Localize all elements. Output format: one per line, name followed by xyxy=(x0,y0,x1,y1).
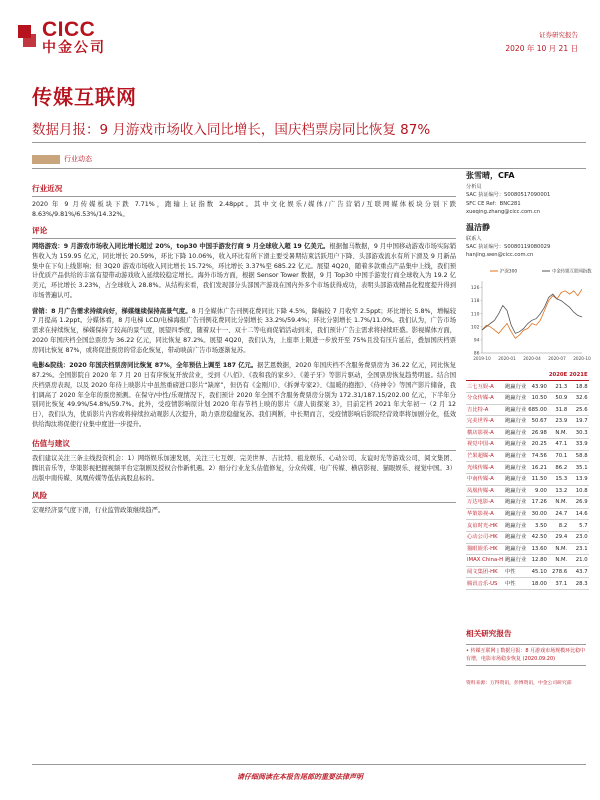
title-divider xyxy=(32,142,586,143)
table-cell: 43.7 xyxy=(568,566,588,578)
table-cell: 35.1 xyxy=(568,462,588,474)
comment-cinema xyxy=(32,361,456,429)
table-row xyxy=(466,555,589,567)
table-row xyxy=(466,381,589,393)
table-cell: 24.7 xyxy=(548,508,568,520)
table-row xyxy=(466,485,589,497)
tag-bar xyxy=(32,155,60,164)
analyst-email: hanjing.wen@cicc.com.cn xyxy=(466,252,534,259)
analyst-email: xueqing.zhang@cicc.com.cn xyxy=(466,208,540,215)
side-column xyxy=(466,170,592,590)
table-cell: 37.1 xyxy=(548,578,568,590)
y-tick-label: 126 xyxy=(470,286,480,292)
table-cell: 3.50 xyxy=(527,520,548,532)
table-row xyxy=(466,416,589,428)
table-cell: 华策影视-A xyxy=(466,508,504,520)
table-cell: 跑赢行业 xyxy=(504,497,527,509)
x-tick-label: 2020-01 xyxy=(498,356,516,362)
table-cell: 18.8 xyxy=(568,381,588,393)
logo-en: CICC xyxy=(42,18,96,41)
comment-marketing xyxy=(32,307,456,356)
table-cell: 心动公司-HK xyxy=(466,532,504,544)
comment-gaming-body: 根据伽马数据，9 月中国移动游戏市场实际销售收入为 159.95 亿元，同比增长 20.59%，环比下降 10.06%，收入环比有所下滑主要受暑期结束活跃用户下降、头部游戏流水有所下滑及 9 月新品集中在下旬上线影响；但 3Q20 游戏市场收入同比增长 15.72%，环比增长 3.37%至 685.22 亿元。展望 4Q20，随着多款重点产品集中上线，我们预计优质产品供给的丰富有望带动游戏收入延续较稳定增长。海外市场方面，根据 Sensor Tower 数据，9 月 Top30 中国手游发行商全球收入为 19.2 亿美元，环比增长 3.23%，占全球收入 28.8%。从结构来看，我们发现部分头部国产游戏在国内外多个市场获得成功，表明头部游戏精品化程度提升得到市场普遍认可。 xyxy=(32,243,456,299)
table-cell: 17.26 xyxy=(527,497,548,509)
table-row xyxy=(466,566,589,578)
section-heading-valuation: 估值与建议 xyxy=(32,438,456,452)
table-cell: 跑赢行业 xyxy=(504,439,527,451)
table-row xyxy=(466,543,589,555)
table-cell: 45.10 xyxy=(527,566,548,578)
table-cell: 26.9 xyxy=(568,497,588,509)
related-source: 资料来源：万得资讯，彭博资讯，中金公司研究部 xyxy=(466,680,572,686)
table-cell: 86.2 xyxy=(548,462,568,474)
cicc-logo-mark xyxy=(18,21,38,55)
main-column xyxy=(32,183,456,522)
table-row xyxy=(466,450,589,462)
table-cell: 11.50 xyxy=(527,474,548,486)
analyst-name: 张雪晴，CFA xyxy=(466,171,515,180)
table-cell: 跑赢行业 xyxy=(504,532,527,544)
table-cell: 29.4 xyxy=(548,532,568,544)
table-cell: 19.7 xyxy=(568,416,588,428)
y-tick-label: 110 xyxy=(470,312,480,318)
table-cell: 28.3 xyxy=(568,578,588,590)
table-cell: 横店影视-A xyxy=(466,427,504,439)
header-meta xyxy=(505,30,578,55)
table-header xyxy=(527,369,548,381)
table-cell: 47.1 xyxy=(548,439,568,451)
footer-divider xyxy=(32,764,586,765)
table-cell: 跑赢行业 xyxy=(504,427,527,439)
y-tick-label: 86 xyxy=(473,351,480,357)
section-heading-comment: 评论 xyxy=(32,225,456,239)
series-line xyxy=(482,294,582,333)
related-reports xyxy=(466,628,586,687)
analyst-line: SAC 执证编号：S0080517090001 xyxy=(466,192,551,199)
table-row xyxy=(466,532,589,544)
table-cell: 跑赢行业 xyxy=(504,485,527,497)
table-cell: 23.0 xyxy=(568,532,588,544)
table-cell: IMAX China-H xyxy=(466,555,504,567)
table-cell: 跑赢行业 xyxy=(504,450,527,462)
table-cell: 21.3 xyxy=(548,381,568,393)
report-tag xyxy=(32,154,92,165)
table-cell: 74.56 xyxy=(527,450,548,462)
analyst-name: 温洁静 xyxy=(466,222,490,232)
table-row xyxy=(466,497,589,509)
table-cell: N.M. xyxy=(548,427,568,439)
valuation-text: 我们建议关注三条主线投资机会：1）网络娱乐加速发展，关注三七互娱、完美世界、吉比特、祖龙娱乐、心动公司、友谊时光等游戏公司，阅文集团、腾讯音乐等，华策影视把握视频平台定制剧及授权合作新机遇。2）细分行业龙头估值修复，分众传媒、电广传媒、横店影视、猫眼娱乐、视觉中国。3）出版中南传媒、凤凰传媒等低估高股息标的。 xyxy=(32,455,456,482)
table-cell: 跑赢行业 xyxy=(504,555,527,567)
table-cell: 完美世界-A xyxy=(466,416,504,428)
table-cell: N.M. xyxy=(548,543,568,555)
table-cell: 50.9 xyxy=(548,392,568,404)
comment-cinema-body: 据艺恩数据，2020 年国庆档不含服务费票房为 36.22 亿元，同比恢复 87.2%。全国影院自 2020 年 7 月 20 日有序恢复开放营业，受到《八佰》、《我和我的家乡》、《姜子牙》等影片驱动，全国票房恢复趋势明显。结合国庆档票房表现，以及 2020 年待上映影片中虽然重磅进口影片“缺席”，但仍有《金刚川》、《拆弹专家2》、《温暖的抱抱》、《侍神令》等国产影片储备，我们调高了 2020 年全年的票房预测。在保守/中性/乐观情况下，我们预计 2020 年全国不含服务费票房分别为 172.31/187.15/202.00 亿元，下半年分别同比恢复 49.9%/54.8%/59.7%。此外，受疫情影响原计划 2020 年春节档上映的影片《唐人街探案 3》，目前定档 2021 年大年初一（2 月 12 日），我们认为，优质影片内容或将持续拉动观影人次提升，助力票房稳健复苏。我们判断，中长期而言，受疫情影响后影院经营效率将加剧分化，低效供给淘汰将促使行业集中度进一步提升。 xyxy=(32,362,456,428)
table-header xyxy=(466,369,504,381)
table-cell: 15.3 xyxy=(548,474,568,486)
table-cell: 中南传媒-A xyxy=(466,474,504,486)
y-tick-label: 94 xyxy=(473,338,480,344)
table-cell: 阅文集团-HK xyxy=(466,566,504,578)
table-cell: 跑赢行业 xyxy=(504,474,527,486)
table-cell: 跑赢行业 xyxy=(504,416,527,428)
x-tick-label: 2020-10 xyxy=(573,356,591,362)
logo-cn: 中金公司 xyxy=(42,40,106,56)
table-cell: 友谊时光-HK xyxy=(466,520,504,532)
table-cell: 278.6 xyxy=(548,566,568,578)
index-chart xyxy=(466,265,592,365)
table-cell: 43.90 xyxy=(527,381,548,393)
table-cell: 42.50 xyxy=(527,532,548,544)
table-cell: 5.7 xyxy=(568,520,588,532)
sector-title: 传媒互联网 xyxy=(32,85,137,109)
table-cell: 跑赢行业 xyxy=(504,404,527,416)
table-row xyxy=(466,439,589,451)
table-cell: N.M. xyxy=(548,497,568,509)
table-cell: 50.67 xyxy=(527,416,548,428)
table-row xyxy=(466,578,589,590)
risk-text: 宏观经济景气度下滑，行业监管政策继续趋严。 xyxy=(32,507,165,515)
table-cell: 中性 xyxy=(504,578,527,590)
x-tick-label: 2020-04 xyxy=(523,356,541,362)
y-tick-label: 102 xyxy=(470,325,480,331)
table-cell: 跑赢行业 xyxy=(504,508,527,520)
table-cell: 芒果超媒-A xyxy=(466,450,504,462)
table-cell: 中性 xyxy=(504,566,527,578)
table-cell: 腾讯音乐-US xyxy=(466,578,504,590)
related-report-link[interactable]: • 传媒互联网 | 数据月报：8 月游戏市场规模环比稳中有增，电影市场稳步恢复 (2020.09.20) xyxy=(466,644,586,666)
table-cell: 9.00 xyxy=(527,485,548,497)
table-row xyxy=(466,474,589,486)
table-cell: 23.1 xyxy=(568,543,588,555)
table-cell: 32.6 xyxy=(568,392,588,404)
table-cell: 跑赢行业 xyxy=(504,543,527,555)
table-cell: 26.98 xyxy=(527,427,548,439)
table-row xyxy=(466,392,589,404)
table-cell: 猫眼娱乐-HK xyxy=(466,543,504,555)
table-cell: 685.00 xyxy=(527,404,548,416)
table-header: 2021E xyxy=(568,369,588,381)
table-header-row xyxy=(466,369,589,381)
comment-gaming xyxy=(32,242,456,301)
related-heading: 相关研究报告 xyxy=(466,629,512,638)
table-cell: 31.8 xyxy=(548,404,568,416)
table-cell: 视觉中国-A xyxy=(466,439,504,451)
legend-label: 沪深300 xyxy=(500,269,518,275)
table-cell: 跑赢行业 xyxy=(504,381,527,393)
table-cell: 跑赢行业 xyxy=(504,392,527,404)
series-line xyxy=(482,289,582,338)
table-cell: 30.3 xyxy=(568,427,588,439)
table-header: 2020E xyxy=(548,369,568,381)
table-row xyxy=(466,462,589,474)
recent-text: 2020 年 9 月传媒板块下跌 7.71%，跑输上证指数 2.48ppt。其中文化娱乐/媒体/广告营销/互联网媒体板块分别下跌 8.63%/9.81%/6.53%/14.32%。 xyxy=(32,200,456,218)
table-cell: 58.8 xyxy=(568,450,588,462)
table-header xyxy=(504,369,527,381)
report-kind: 证券研究报告 xyxy=(539,31,578,39)
y-tick-label: 118 xyxy=(470,299,480,305)
table-cell: 10.8 xyxy=(568,485,588,497)
table-cell: 16.21 xyxy=(527,462,548,474)
table-cell: 25.6 xyxy=(568,404,588,416)
report-title: 数据月报：9 月游戏市场收入同比增长，国庆档票房同比恢复 87% xyxy=(32,122,431,138)
index-chart-svg xyxy=(466,265,592,365)
table-cell: 8.2 xyxy=(548,520,568,532)
table-cell: 70.1 xyxy=(548,450,568,462)
comment-marketing-lead: 营销：8 月广告需求持续向好，梯媒继续保持高景气度。 xyxy=(32,307,192,315)
stock-table-body xyxy=(466,381,589,590)
table-row xyxy=(466,427,589,439)
analyst-role: 联系人 xyxy=(466,236,482,243)
comment-gaming-lead: 网络游戏：9 月游戏市场收入同比增长超过 20%，top30 中国手游发行商 9 月全球收入超 19 亿美元。 xyxy=(32,243,330,251)
table-cell: 三七互娱-A xyxy=(466,381,504,393)
table-cell: 吉比特-A xyxy=(466,404,504,416)
table-cell: 跑赢行业 xyxy=(504,520,527,532)
table-row xyxy=(466,508,589,520)
table-cell: 14.6 xyxy=(568,508,588,520)
analyst-line: SFC CE Ref：BNC281 xyxy=(466,200,521,207)
table-cell: 13.9 xyxy=(568,474,588,486)
analyst-card xyxy=(466,170,584,216)
table-cell: 分众传媒-A xyxy=(466,392,504,404)
tag-label: 行业动态 xyxy=(64,155,92,163)
stock-table xyxy=(466,369,589,590)
table-cell: N.M. xyxy=(548,555,568,567)
analyst-line: SAC 执证编号：S0080119080029 xyxy=(466,244,551,251)
table-cell: 13.2 xyxy=(548,485,568,497)
section-heading-risk: 风险 xyxy=(32,490,456,504)
table-cell: 18.00 xyxy=(527,578,548,590)
table-row xyxy=(466,520,589,532)
legal-notice: 请仔细阅读在本报告尾部的重要法律声明 xyxy=(237,773,363,781)
table-cell: 10.50 xyxy=(527,392,548,404)
x-tick-label: 2020-07 xyxy=(548,356,566,362)
table-cell: 凤凰传媒-A xyxy=(466,485,504,497)
table-cell: 跑赢行业 xyxy=(504,462,527,474)
x-tick-label: 2019-10 xyxy=(473,356,491,362)
table-cell: 21.0 xyxy=(568,555,588,567)
section-heading-recent: 行业近况 xyxy=(32,183,456,197)
tag-divider xyxy=(32,168,586,169)
table-cell: 13.60 xyxy=(527,543,548,555)
table-cell: 12.80 xyxy=(527,555,548,567)
report-date: 2020 年 10 月 21 日 xyxy=(505,44,578,54)
table-cell: 23.9 xyxy=(548,416,568,428)
table-cell: 20.25 xyxy=(527,439,548,451)
table-cell: 万达电影-A xyxy=(466,497,504,509)
legend-label: 中金传媒互联网指数 xyxy=(552,269,592,275)
analyst-card xyxy=(466,222,584,260)
cicc-logo xyxy=(18,20,106,56)
analyst-role: 分析员 xyxy=(466,184,482,191)
comment-marketing-body: 8 月全媒体广告刊例花费同比下降 4.5%，降幅较 7 月收窄 2.5ppt；环比增长 5.8%，增幅较 7 月提高 1.2ppt。分媒体看，8 月电梯 LCD/电梯海报广告刊例花费同比分别增长 33.2%/59.4%；环比分别增长 1.7%/11.0%。我们认为，广告市场需求在持续恢复，梯媒保持了较高的景气度，展望四季度，随着双十一、双十二等电商促销活动到来，我们预计广告主需求将持续旺盛。影视媒体方面，2020 年国庆档全国总票房为 36.22 亿元，同比恢复 87.2%。展望 4Q20，我们认为，上座率上限进一步放开至 75%且没有压片延后，叠加国庆档票房同比恢复 87%，或将促进票房的常态化恢复，带动映前广告市场逐渐复苏。 xyxy=(32,307,456,354)
table-cell: 33.9 xyxy=(568,439,588,451)
table-cell: 光线传媒-A xyxy=(466,462,504,474)
table-row xyxy=(466,404,589,416)
comment-cinema-lead: 电影&院线：2020 年国庆档票房同比恢复 87%，全年预估上调至 187 亿元。 xyxy=(32,362,258,370)
table-cell: 30.00 xyxy=(527,508,548,520)
